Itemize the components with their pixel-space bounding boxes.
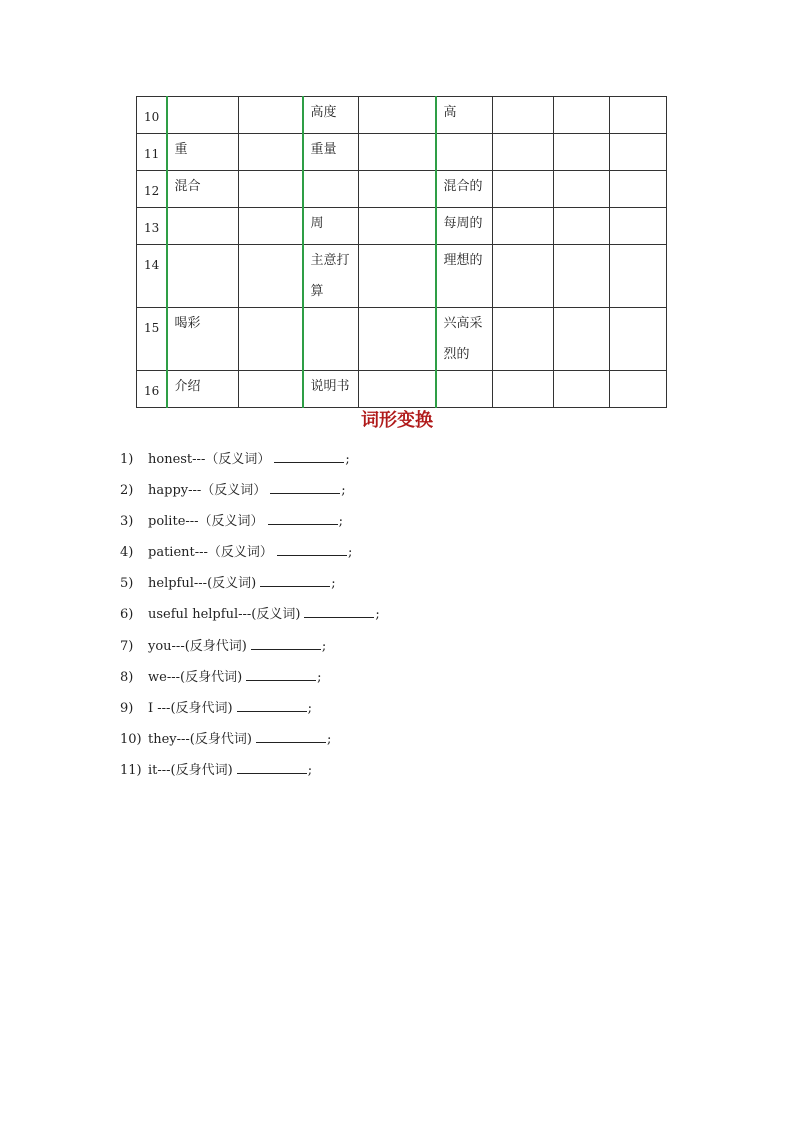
answer-blank[interactable] [277,543,347,556]
exercise-number: 8) [120,669,134,685]
vocabulary-table [136,96,667,408]
table-cell: 理想的 [436,245,493,308]
table-cell [554,97,610,134]
table-cell [239,97,303,134]
exercise-prompt: patient---（反义词） [148,545,273,561]
row-number: 13 [137,208,167,245]
table-cell [359,308,436,371]
exercise-prompt: honest---（反义词） [148,452,271,467]
table-row [137,97,667,134]
exercise-item [120,664,380,695]
exercise-end: ; [331,576,336,592]
table-cell [359,134,436,171]
exercise-item [120,726,380,757]
exercise-prompt: we---(反身代词) [148,669,243,685]
exercise-prompt: happy---（反义词） [148,483,267,499]
exercise-item [120,695,380,726]
table-cell [610,245,667,308]
table-cell: 高 [436,97,493,134]
row-number: 10 [137,97,167,134]
table-cell: 说明书 [303,371,359,408]
table-cell [610,97,667,134]
exercise-item [120,757,380,788]
exercise-prompt: useful helpful---(反义词) [148,607,301,623]
exercise-prompt: polite---（反义词） [148,514,264,530]
row-number: 11 [137,134,167,171]
table-cell [359,245,436,308]
exercise-number: 11) [120,762,142,778]
exercise-number: 5) [120,576,134,592]
table-cell [554,208,610,245]
table-cell [239,371,303,408]
table-cell [493,97,554,134]
exercise-item [120,633,380,664]
answer-blank[interactable] [246,668,316,681]
table-cell [359,97,436,134]
answer-blank[interactable] [304,605,374,618]
exercise-number: 2) [120,483,134,499]
table-cell [554,245,610,308]
table-cell [554,308,610,371]
exercise-item [120,539,380,570]
exercise-number: 3) [120,514,134,530]
table-cell [303,171,359,208]
answer-blank[interactable] [251,637,321,650]
table-cell [436,134,493,171]
table-row [137,308,667,371]
table-row [137,371,667,408]
exercise-number: 9) [120,700,134,716]
table-cell [239,171,303,208]
table-cell [610,134,667,171]
table-cell [359,371,436,408]
exercise-prompt: helpful---(反义词) [148,576,257,592]
table-cell: 每周的 [436,208,493,245]
table-cell [610,308,667,371]
table-cell: 介绍 [167,371,239,408]
exercise-item [120,570,380,601]
table-cell [493,134,554,171]
table-cell [239,245,303,308]
table-cell [554,371,610,408]
table-cell [493,308,554,371]
table-cell [610,371,667,408]
table-cell [239,308,303,371]
exercise-number: 7) [120,638,134,654]
table-cell [167,97,239,134]
answer-blank[interactable] [268,512,338,525]
exercise-number: 6) [120,607,134,623]
table-cell [436,371,493,408]
table-cell [359,208,436,245]
answer-blank[interactable] [260,574,330,587]
exercise-end: ; [326,731,332,747]
table-cell: 高度 [303,97,359,134]
exercise-prompt: I ---(反身代词) [148,700,233,716]
exercise-item [120,508,380,539]
table-cell [239,208,303,245]
table-cell [167,245,239,308]
exercise-end: ; [307,700,312,716]
exercise-end: ; [307,762,313,778]
section-title: 词形变换 [361,410,433,431]
exercise-item [120,477,380,508]
row-number: 15 [137,308,167,371]
table-cell: 主意打算 [303,245,359,308]
exercise-number: 1) [120,452,134,467]
exercise-item [120,601,380,632]
exercise-end: ; [338,514,343,530]
exercise-end: ; [317,669,322,685]
exercise-item [120,446,380,477]
table-cell [610,208,667,245]
table-row [137,134,667,171]
table-cell [554,171,610,208]
table-row [137,171,667,208]
table-cell: 重 [167,134,239,171]
table-cell: 混合的 [436,171,493,208]
table-cell [303,308,359,371]
table-cell [359,171,436,208]
row-number: 14 [137,245,167,308]
exercise-prompt: they---(反身代词) [148,731,252,747]
answer-blank[interactable] [237,699,307,712]
table-cell [610,171,667,208]
exercise-prompt: you---(反身代词) [148,638,247,654]
table-cell [493,371,554,408]
answer-blank[interactable] [270,481,340,494]
exercise-end: ; [321,638,327,654]
exercise-end: ; [345,452,350,467]
table-row [137,245,667,308]
row-number: 16 [137,371,167,408]
table-cell: 周 [303,208,359,245]
answer-blank[interactable] [274,450,344,463]
table-cell [239,134,303,171]
table-cell [167,208,239,245]
table-cell: 兴高采烈的 [436,308,493,371]
exercise-prompt: it---(反身代词) [148,762,233,778]
table-cell [554,134,610,171]
table-cell: 重量 [303,134,359,171]
answer-blank[interactable] [256,730,326,743]
exercise-end: ; [375,607,380,623]
exercise-end: ; [347,545,353,561]
row-number: 12 [137,171,167,208]
answer-blank[interactable] [237,761,307,774]
table-cell [493,245,554,308]
table-cell: 喝彩 [167,308,239,371]
exercise-end: ; [341,483,346,499]
table-cell [493,171,554,208]
table-cell [493,208,554,245]
vocabulary-table-wrapper [136,96,666,408]
exercise-list [120,446,380,788]
table-cell: 混合 [167,171,239,208]
exercise-number: 4) [120,545,134,561]
exercise-number: 10) [120,731,142,747]
table-row [137,208,667,245]
